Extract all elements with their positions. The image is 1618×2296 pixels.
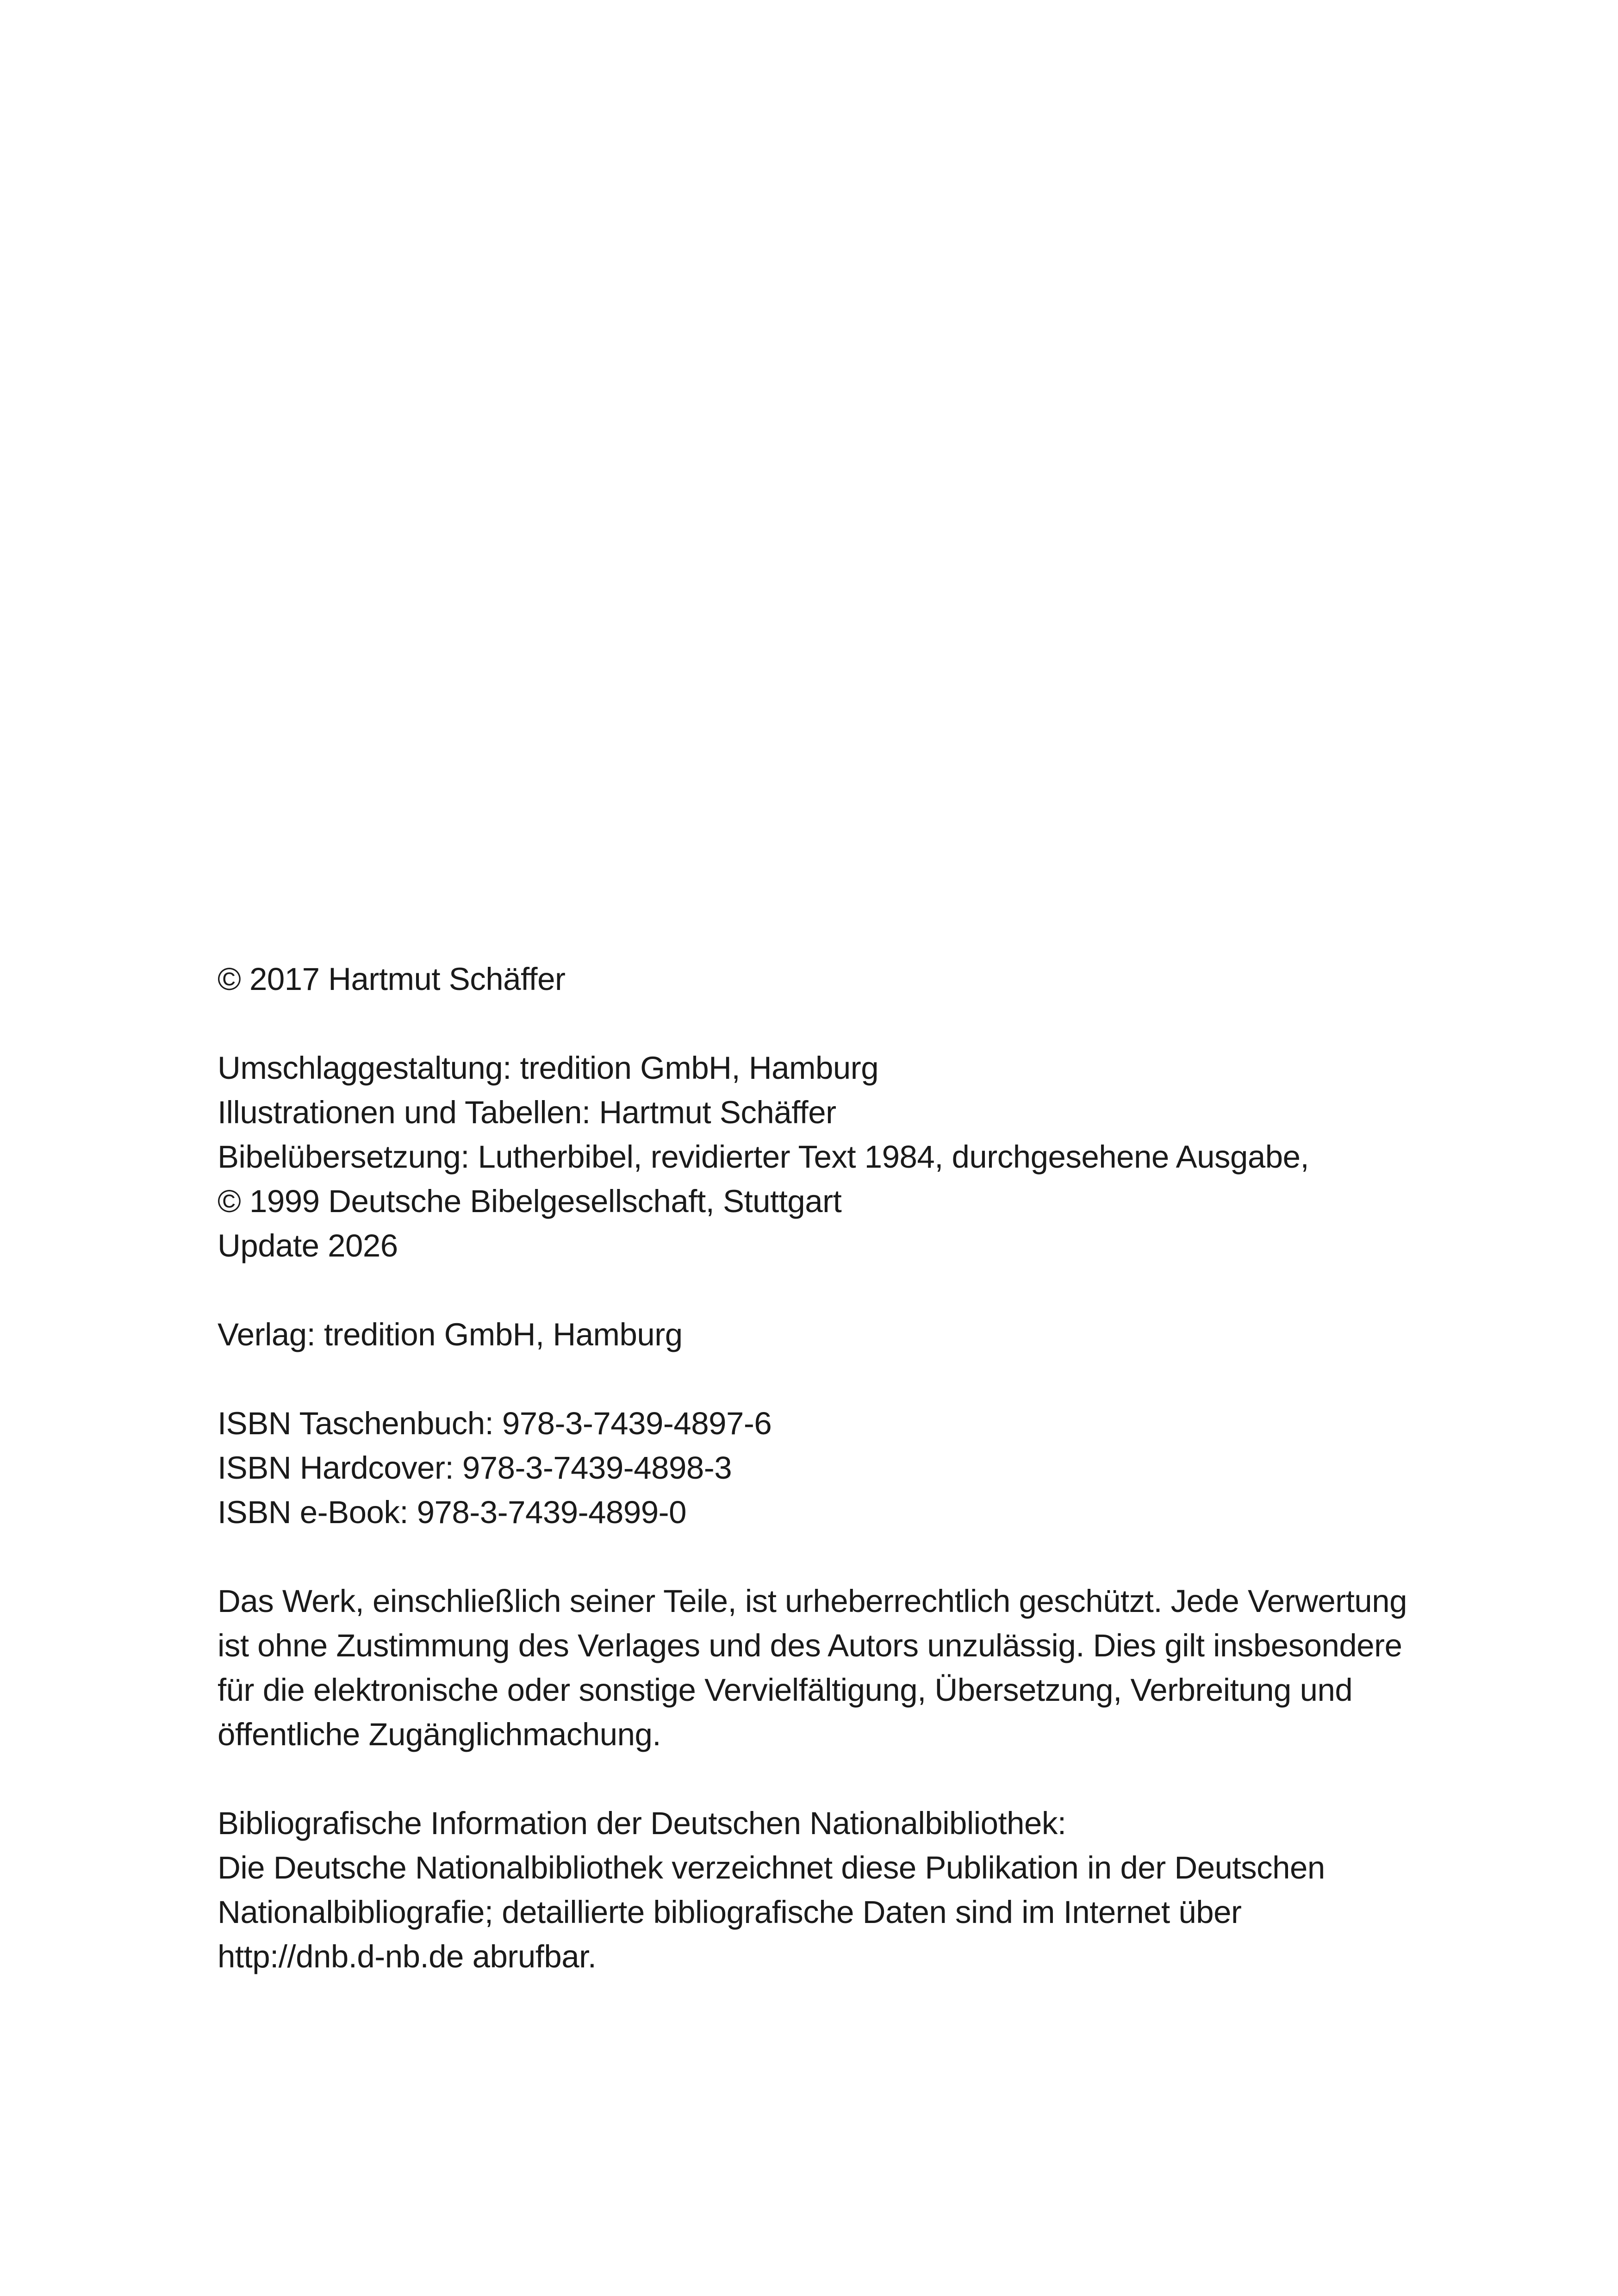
isbn-paperback: ISBN Taschenbuch: 978-3-7439-4897-6 xyxy=(218,1406,772,1441)
cover-design-credit: Umschlaggestaltung: tredition GmbH, Hamburg xyxy=(218,1050,879,1086)
bibliographic-info-line: Die Deutsche Nationalbibliothek verzeichnet diese Publikation in der Deutschen xyxy=(218,1850,1325,1885)
bible-translation-credit: Bibelübersetzung: Lutherbibel, revidierter Text 1984, durchgesehene Ausgabe, xyxy=(218,1139,1309,1175)
publisher-line: Verlag: tredition GmbH, Hamburg xyxy=(218,1317,683,1352)
isbn-hardcover: ISBN Hardcover: 978-3-7439-4898-3 xyxy=(218,1450,732,1486)
rights-notice-line: ist ohne Zustimmung des Verlages und des Autors unzulässig. Dies gilt insbesondere xyxy=(218,1628,1402,1663)
rights-notice-line: Das Werk, einschließlich seiner Teile, ist urheberrechtlich geschützt. Jede Verwertung xyxy=(218,1583,1407,1619)
rights-notice-line: für die elektronische oder sonstige Vervielfältigung, Übersetzung, Verbreitung und xyxy=(218,1672,1353,1708)
bibliographic-info xyxy=(218,1801,1444,1979)
bibliographic-info-line: Nationalbibliografie; detaillierte bibliografische Daten sind im Internet über xyxy=(218,1894,1242,1930)
credits-block xyxy=(218,1046,1444,1268)
bibliographic-info-line: http://dnb.d-nb.de abrufbar. xyxy=(218,1939,597,1974)
bible-copyright: © 1999 Deutsche Bibelgesellschaft, Stuttgart xyxy=(218,1183,842,1219)
publisher-block xyxy=(218,1313,1444,1357)
update-note: Update 2026 xyxy=(218,1228,398,1263)
bibliographic-info-heading: Bibliografische Information der Deutschen Nationalbibliothek: xyxy=(218,1805,1066,1841)
isbn-block xyxy=(218,1401,1444,1535)
copyright-block xyxy=(218,957,1444,1002)
copyright-line: © 2017 Hartmut Schäffer xyxy=(218,961,566,997)
imprint-page xyxy=(218,957,1444,2023)
rights-notice-line: öffentliche Zugänglichmachung. xyxy=(218,1717,661,1752)
illustrations-credit: Illustrationen und Tabellen: Hartmut Schäffer xyxy=(218,1095,836,1130)
rights-notice xyxy=(218,1579,1444,1757)
isbn-ebook: ISBN e-Book: 978-3-7439-4899-0 xyxy=(218,1494,686,1530)
